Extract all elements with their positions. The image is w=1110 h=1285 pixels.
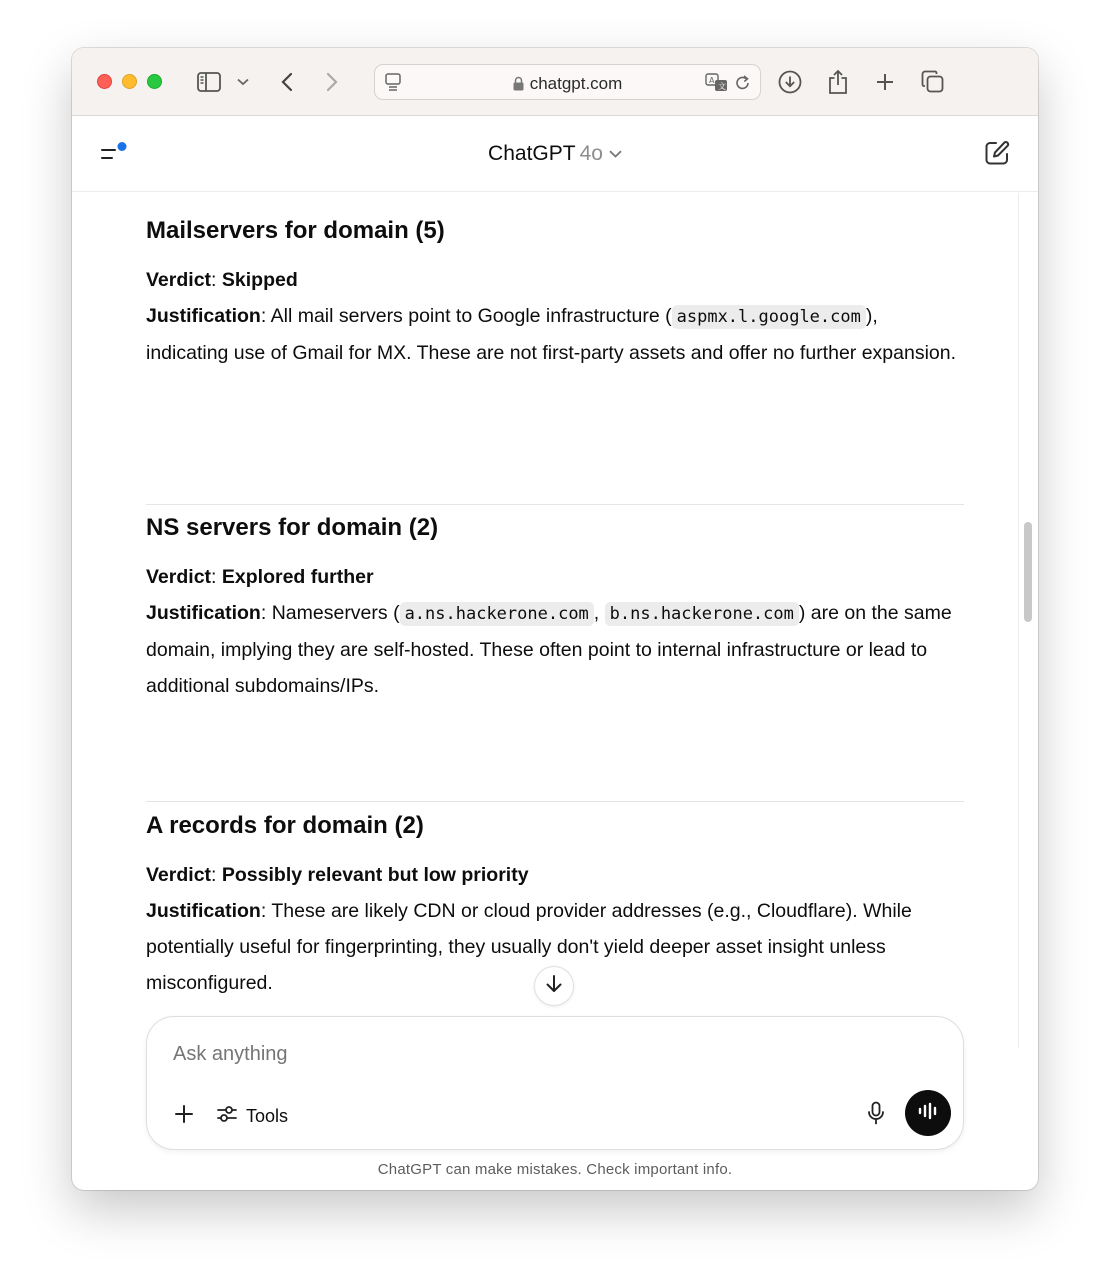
- verdict-label: Verdict: [146, 864, 212, 886]
- browser-window: [72, 48, 1038, 1190]
- section-heading: NS servers for domain (2): [146, 514, 439, 541]
- scrollbar-track: [1018, 193, 1019, 1048]
- justification-text: Nameservers (: [271, 602, 400, 624]
- verdict-line: Verdict: Possibly relevant but low priority: [146, 864, 529, 886]
- justification-paragraph: Justification: Nameservers ( a.ns.hackerone.com , b.ns.hackerone.com ) are on the same domain, implying they are self-hosted. These often point to internal infrastructure or lead to additional subdomains/IPs.: [146, 602, 952, 697]
- browser-toolbar: [72, 48, 1038, 116]
- inline-code: a.ns.hackerone.com: [400, 602, 594, 626]
- url-text: [375, 74, 760, 96]
- sidebar-toggle-icon[interactable]: [194, 67, 224, 97]
- new-tab-icon[interactable]: [870, 67, 900, 97]
- arrow-down-icon: [545, 974, 563, 999]
- prompt-input[interactable]: [173, 1043, 773, 1066]
- svg-text:A: A: [709, 76, 715, 85]
- zoom-window-button[interactable]: [147, 74, 162, 89]
- forward-icon[interactable]: [317, 67, 347, 97]
- justification-paragraph: Justification: These are likely CDN or cloud provider addresses (e.g., Cloudflare). While potentially useful for fingerprinting, they usually don't yield deeper asset insight unless misconfigured.: [146, 900, 912, 994]
- sliders-icon: [217, 1105, 237, 1128]
- justification-text: ) are on the same domain, implying they are self-hosted. These often point to internal infrastructure or lead to additional subdomains/IPs.: [146, 602, 952, 697]
- microphone-icon: [867, 1101, 885, 1130]
- section-divider: [146, 801, 964, 802]
- address-bar[interactable]: [374, 64, 761, 100]
- new-chat-icon[interactable]: [984, 140, 1010, 171]
- scroll-to-bottom-button[interactable]: [534, 966, 574, 1006]
- back-icon[interactable]: [272, 67, 302, 97]
- svg-text:文: 文: [718, 82, 726, 91]
- verdict-line: Verdict: Skipped: [146, 269, 298, 291]
- justification-text: ), indicating use of Gmail for MX. These are not first-party assets and offer no further expansion.: [146, 305, 957, 364]
- disclaimer-text: ChatGPT can make mistakes. Check important info.: [377, 1161, 733, 1178]
- chevron-down-icon[interactable]: [229, 67, 257, 97]
- justification-label: Justification: [146, 900, 261, 922]
- dictate-button[interactable]: [861, 1099, 891, 1131]
- model-version: 4o: [579, 142, 603, 165]
- inline-code: b.ns.hackerone.com: [605, 602, 799, 626]
- justification-text: These are likely CDN or cloud provider addresses (e.g., Cloudflare). While potentially useful for fingerprinting, they usually don't yield deeper asset insight unless misconfigured.: [146, 900, 912, 994]
- voice-mode-button[interactable]: [905, 1090, 951, 1136]
- app-name: ChatGPT: [488, 142, 576, 165]
- justification-label: Justification: [146, 602, 261, 624]
- verdict-label: Verdict: [146, 269, 212, 291]
- verdict-value: Possibly relevant but low priority: [221, 864, 529, 886]
- verdict-value: Explored further: [221, 566, 374, 588]
- section-divider: [146, 504, 964, 505]
- inline-code: aspmx.l.google.com: [672, 305, 866, 329]
- minimize-window-button[interactable]: [122, 74, 137, 89]
- tools-button[interactable]: [217, 1101, 288, 1131]
- chat-header: [72, 116, 1038, 192]
- justification-text: All mail servers point to Google infrastructure (: [270, 305, 672, 327]
- reload-icon[interactable]: [735, 74, 751, 97]
- url-label: chatgpt.com: [529, 74, 623, 93]
- justification-label: Justification: [146, 305, 261, 327]
- chevron-down-icon: [609, 140, 622, 164]
- download-icon[interactable]: [775, 67, 805, 97]
- share-icon[interactable]: [823, 67, 853, 97]
- section-heading: A records for domain (2): [146, 812, 424, 839]
- plus-icon: [174, 1104, 194, 1129]
- waveform-icon: [917, 1102, 939, 1125]
- add-attachment-button[interactable]: [169, 1101, 199, 1131]
- tab-overview-icon[interactable]: [918, 67, 948, 97]
- verdict-line: Verdict: Explored further: [146, 566, 374, 588]
- scrollbar-thumb[interactable]: [1024, 522, 1032, 622]
- separator: ,: [593, 602, 600, 624]
- tools-label: Tools: [246, 1105, 289, 1126]
- translate-icon[interactable]: [705, 73, 729, 98]
- close-window-button[interactable]: [97, 74, 112, 89]
- verdict-label: Verdict: [146, 566, 212, 588]
- verdict-value: Skipped: [221, 269, 298, 291]
- lock-icon: [513, 76, 524, 96]
- model-selector[interactable]: [72, 140, 1038, 166]
- section-heading: Mailservers for domain (5): [146, 217, 445, 244]
- message-composer: [146, 1016, 964, 1150]
- justification-paragraph: Justification: All mail servers point to Google infrastructure ( aspmx.l.google.com ), indicating use of Gmail for MX. These are not first-party assets and offer no further expansion.: [146, 305, 957, 364]
